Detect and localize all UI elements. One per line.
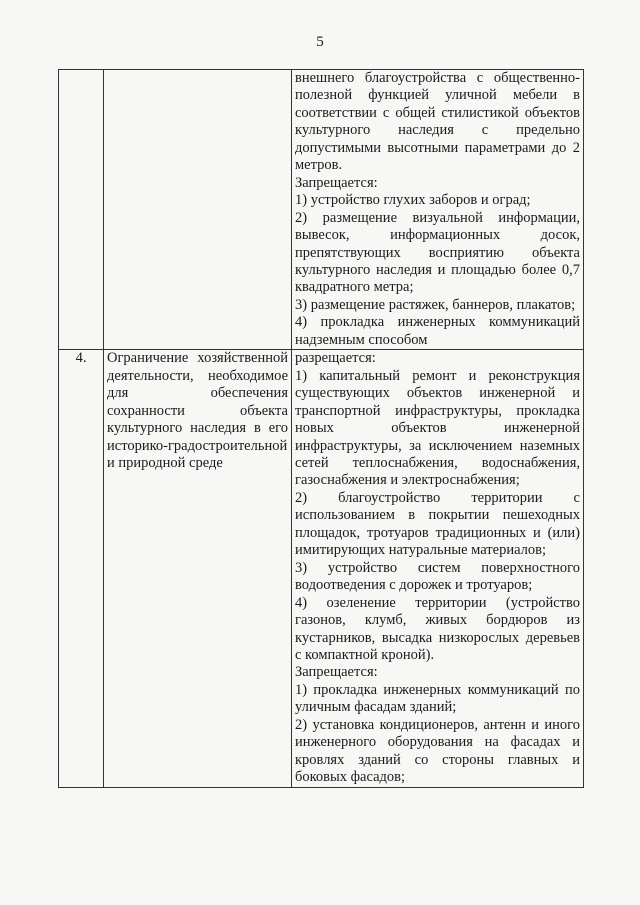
restriction-title-cell (104, 70, 292, 350)
content-paragraph: 4) прокладка инженерных коммуникаций надземным способом (295, 314, 580, 348)
content-paragraph: Запрещается: (295, 664, 378, 681)
content-paragraph: 1) прокладка инженерных коммуникаций по уличным фасадам зданий; (295, 681, 580, 716)
content-paragraph: 1) капитальный ремонт и реконструкция существующих объектов инженерной и транспортной инфраструктуры, прокладка новых объектов инженерной инфраструктуры, за исключением наземных сетей теплоснабжения, водоснабжения, газоснабжения и электроснабжения; (295, 367, 580, 489)
content-paragraph: 2) благоустройство территории с использованием в покрытии пешеходных площадок, тротуаров традиционных и (или) имитирующих натуральные материалов; (295, 489, 580, 559)
restriction-title-cell: Ограничение хозяйственной деятельности, необходимое для обеспечения сохранности объекта культурного наследия в его историко-градостроительной и природной среде (104, 350, 292, 787)
table-row (59, 70, 584, 350)
content-paragraph: 4) озеленение территории (устройство газонов, клумб, живых бордюров из кустарников, высадка низкорослых деревьев с компактной кроной). (295, 594, 580, 663)
content-paragraph: 3) устройство систем поверхностного водоотведения с дорожек и тротуаров; (295, 559, 580, 594)
content-paragraph: 3) размещение растяжек, баннеров, плакатов; (295, 296, 576, 313)
regulations-table (58, 69, 584, 788)
content-paragraph: 2) размещение визуальной информации, вывесок, информационных досок, препятствующих восприятию объекта культурного наследия и площадью более 0,7 квадратного метра; (295, 209, 580, 296)
content-paragraph: разрещается: (295, 350, 376, 367)
table-row (59, 350, 584, 787)
content-paragraph: 1) устройство глухих заборов и оград; (295, 192, 531, 209)
content-paragraph: 2) установка кондиционеров, антенн и иного инженерного оборудования на фасадах и кровлях зданий со стороны главных и боковых фасадов; (295, 716, 580, 786)
restriction-content-cell (292, 70, 584, 350)
restriction-content-cell (292, 350, 584, 787)
content-paragraph: внешнего благоустройства с общественно-полезной функцией уличной мебели в соответствии с общей стилистикой объектов культурного наследия с предельно допустимыми высотными параметрами до 2 метров. (295, 70, 580, 174)
page-number: 5 (316, 34, 324, 50)
row-number-cell (59, 70, 104, 350)
content-paragraph: Запрещается: (295, 174, 378, 191)
row-number-cell: 4. (59, 350, 104, 787)
